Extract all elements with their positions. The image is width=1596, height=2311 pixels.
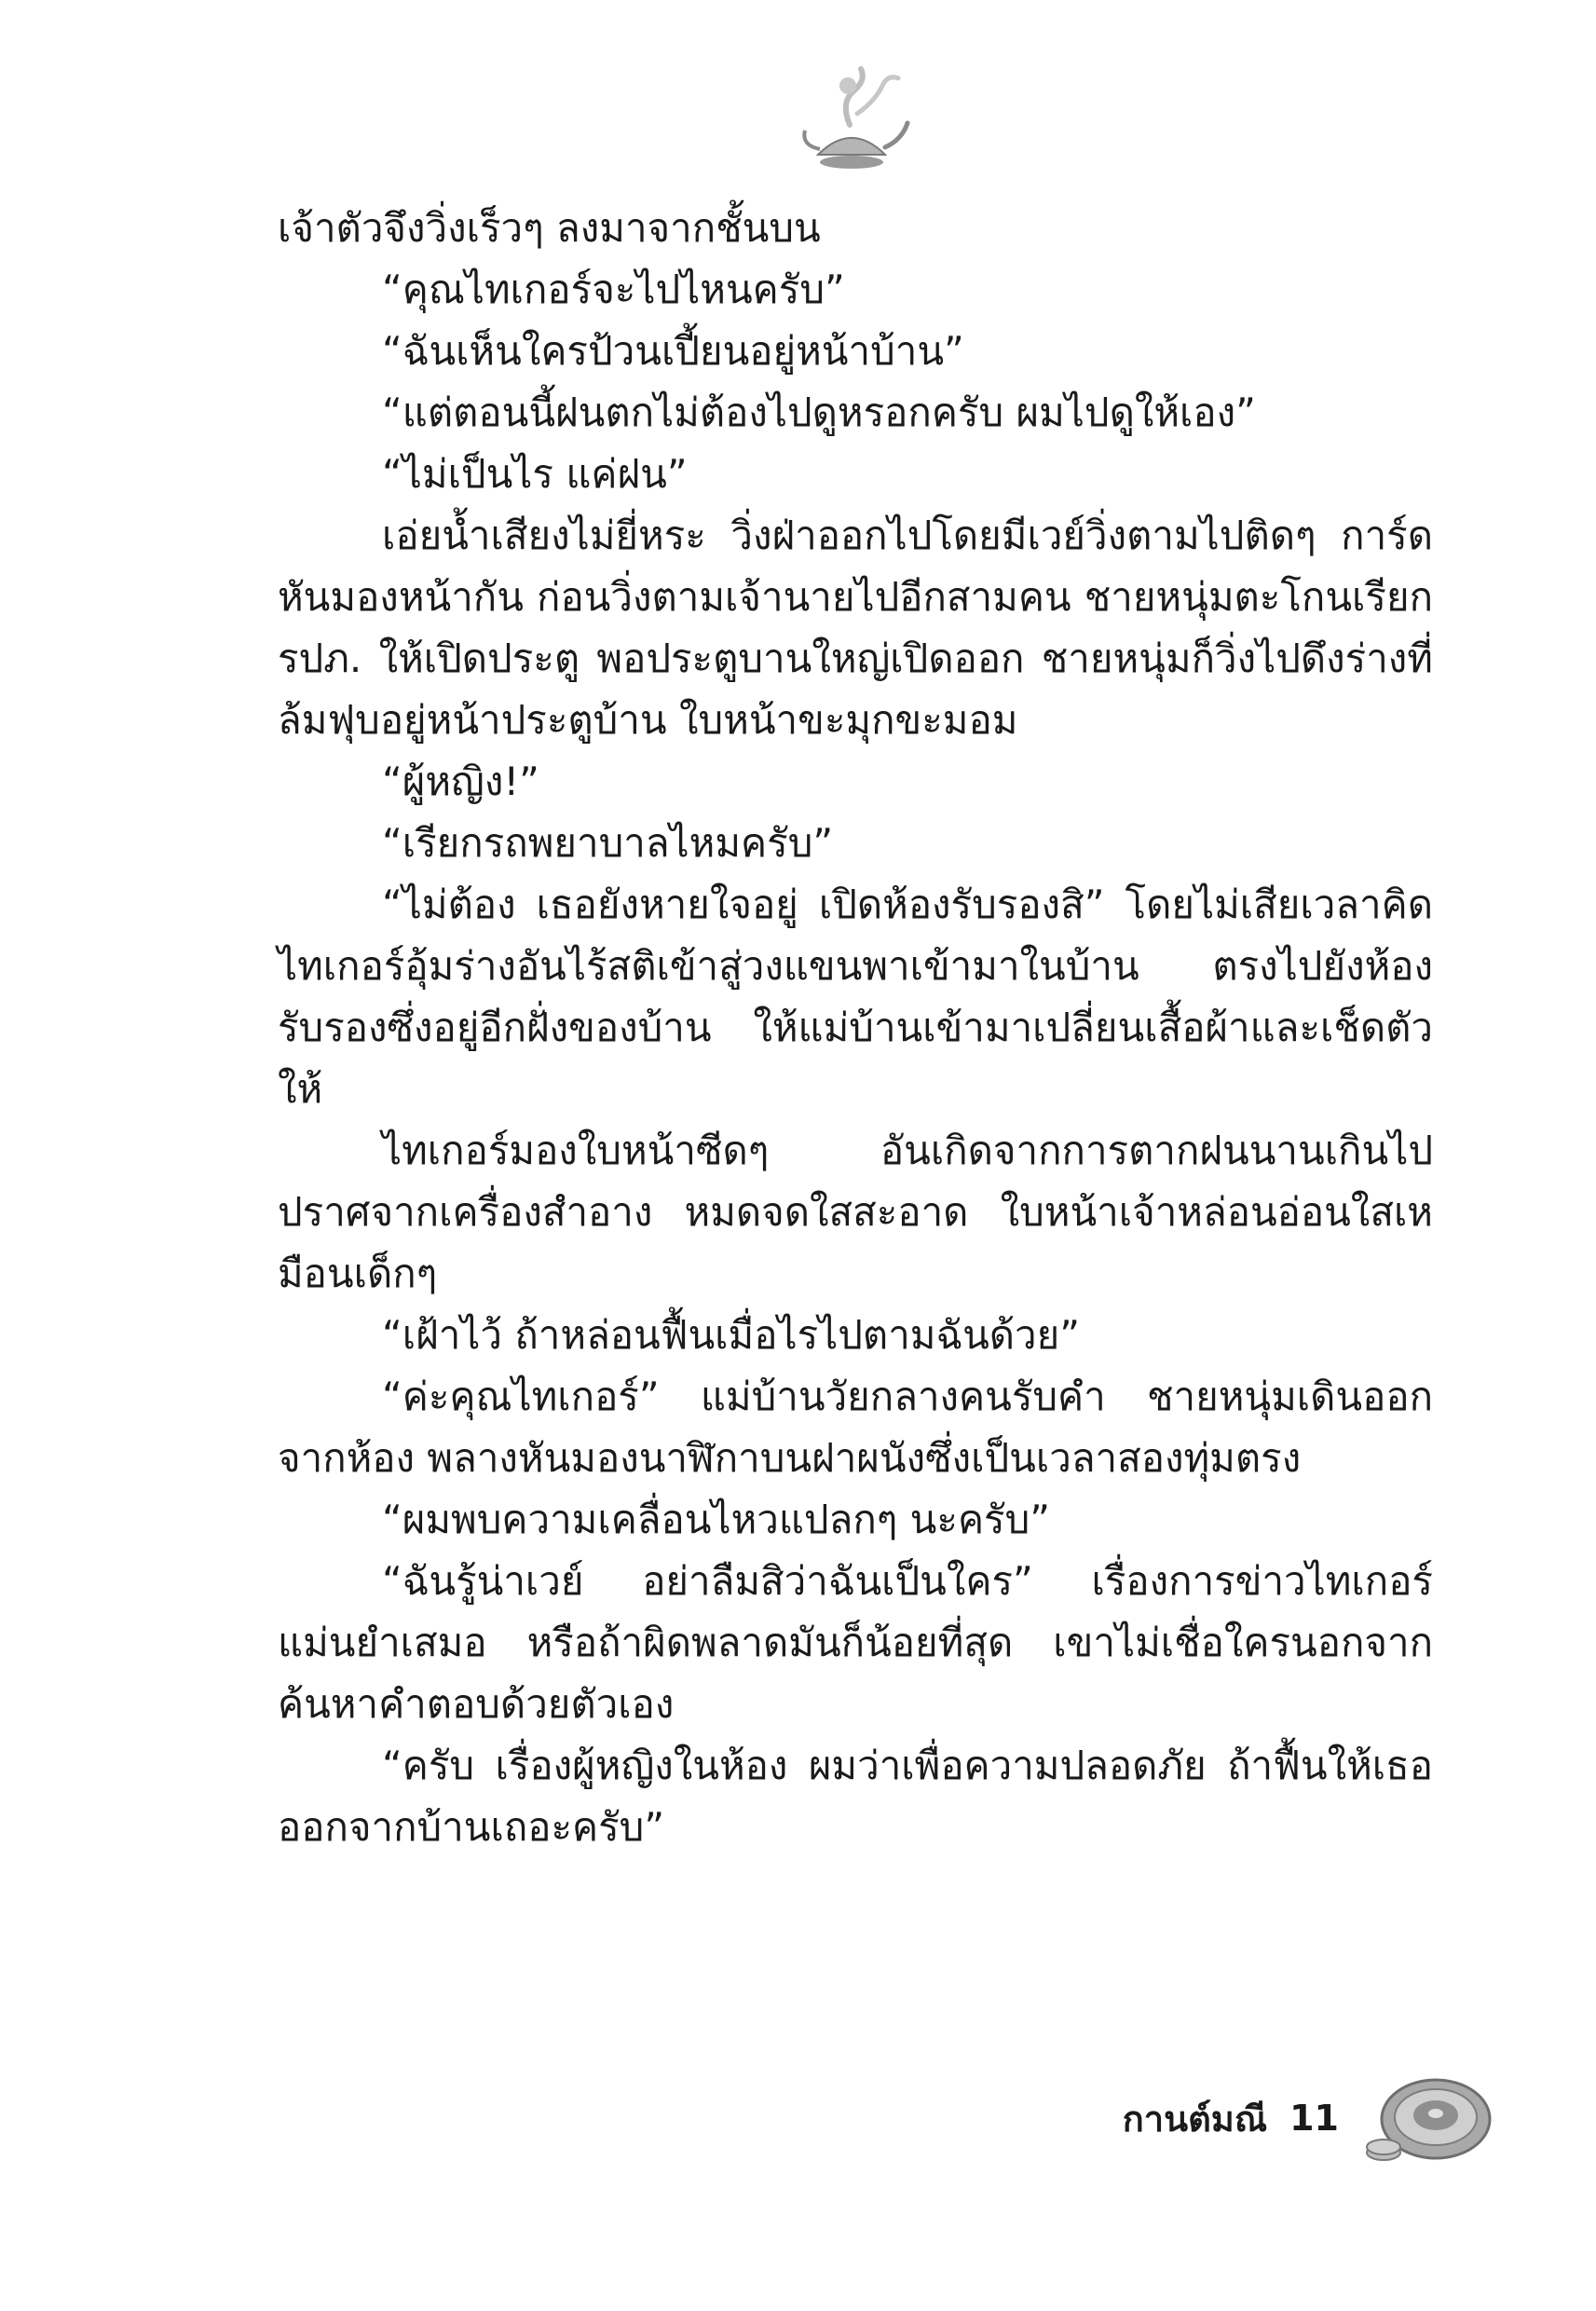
paragraph: “ไม่เป็นไร แค่ฝน”: [382, 451, 688, 497]
paragraph: “คุณไทเกอร์จะไปไหนครับ”: [382, 267, 845, 312]
paragraph: “เรียกรถพยาบาลไหมครับ”: [382, 820, 834, 866]
paragraph: เจ้าตัวจึงวิ่งเร็วๆ ลงมาจากชั้นบน: [278, 205, 821, 251]
page-number: 11: [1289, 2098, 1339, 2139]
paragraph: “ฉันเห็นใครป้วนเปี้ยนอยู่หน้าบ้าน”: [382, 328, 964, 374]
paragraph: “ฉันรู้น่าเวย์ อย่าลืมสิว่าฉันเป็นใคร” เรื่องการข่าวไทเกอร์แม่นยำเสมอ หรือถ้าผิดพลาดมันก็น้อยที่สุด เขาไม่เชื่อใครนอกจากค้นหาคำตอบด้วยตัวเอง: [278, 1558, 1433, 1727]
paragraph: ไทเกอร์มองใบหน้าซีดๆ อันเกิดจากการตากฝนนานเกินไป ปราศจากเครื่องสำอาง หมดจดใสสะอาด ใบหน้าเจ้าหล่อนอ่อนใสเหมือนเด็กๆ: [278, 1128, 1433, 1296]
magic-lamp-icon: [792, 65, 913, 177]
paragraph: “ครับ เรื่องผู้หญิงในห้อง ผมว่าเพื่อความปลอดภัย ถ้าฟื้นให้เธอออกจากบ้านเถอะครับ”: [278, 1743, 1433, 1850]
paragraph: “ผู้หญิง!”: [382, 759, 539, 804]
paragraph: “แต่ตอนนี้ฝนตกไม่ต้องไปดูหรอกครับ ผมไปดูให้เอง”: [382, 390, 1256, 435]
body-text: [278, 198, 1433, 1858]
paragraph: เอ่ยน้ำเสียงไม่ยี่หระ วิ่งฝ่าออกไปโดยมีเวย์วิ่งตามไปติดๆ การ์ดหันมองหน้ากัน ก่อนวิ่งตามเจ้านายไปอีกสามคน ชายหนุ่มตะโกนเรียก รปภ. ให้เปิดประตู พอประตูบานใหญ่เปิดออก ชายหนุ่มก็วิ่งไปดึงร่างที่ล้มฟุบอยู่หน้าประตูบ้าน ใบหน้าขะมุกขะมอม: [278, 513, 1433, 743]
paragraph: “ไม่ต้อง เธอยังหายใจอยู่ เปิดห้องรับรองสิ” โดยไม่เสียเวลาคิด ไทเกอร์อุ้มร่างอันไร้สติเข้าสู่วงแขนพาเข้ามาในบ้าน ตรงไปยังห้องรับรองซึ่งอยู่อีกฝั่งของบ้าน ให้แม่บ้านเข้ามาเปลี่ยนเสื้อผ้าและเช็ดตัวให้: [278, 882, 1433, 1112]
paragraph: “ค่ะคุณไทเกอร์” แม่บ้านวัยกลางคนรับคำ ชายหนุ่มเดินออกจากห้อง พลางหันมองนาฬิกาบนฝาผนังซึ่งเป็นเวลาสองทุ่มตรง: [278, 1374, 1433, 1481]
paragraph: “เฝ้าไว้ ถ้าหล่อนฟื้นเมื่อไรไปตามฉันด้วย”: [382, 1312, 1081, 1358]
page-footer: [1123, 2067, 1494, 2169]
roulette-wheel-icon: [1363, 2067, 1494, 2169]
author-name: กานต์มณี: [1122, 2098, 1268, 2140]
paragraph: “ผมพบความเคลื่อนไหวแปลกๆ นะครับ”: [382, 1497, 1051, 1542]
